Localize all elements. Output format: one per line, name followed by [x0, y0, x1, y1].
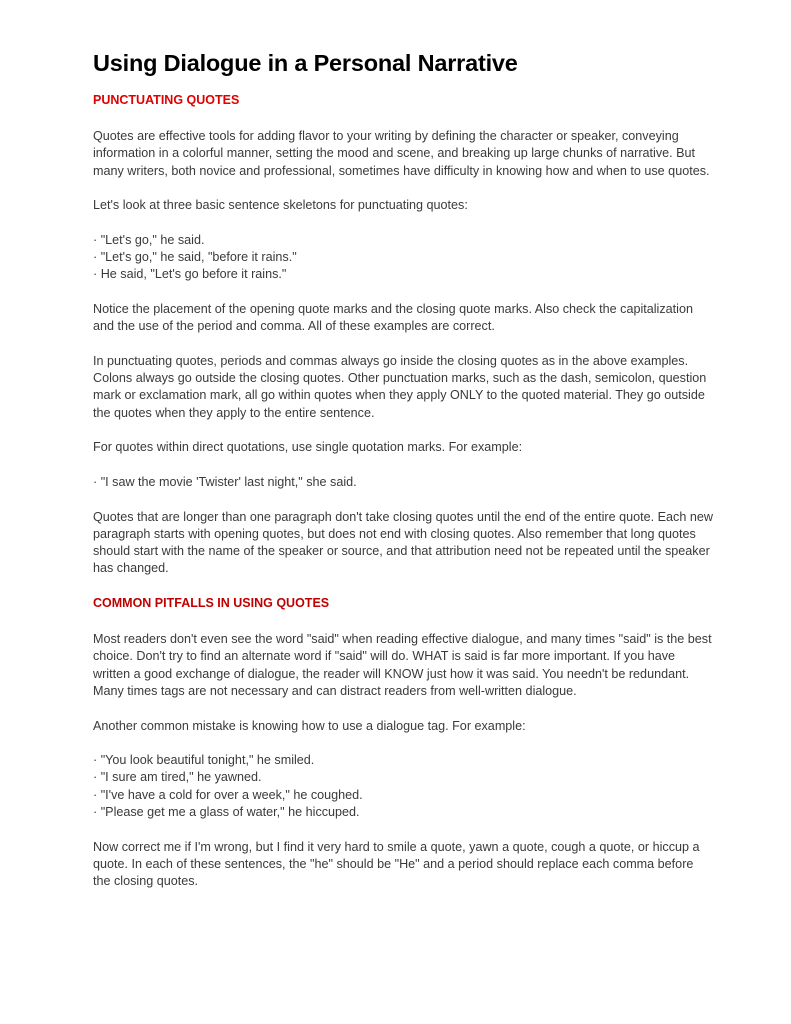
nested-quotes-list	[93, 474, 713, 491]
tag-intro: Another common mistake is knowing how to use a dialogue tag. For example:	[93, 718, 526, 733]
said-paragraph: Most readers don't even see the word "said" when reading effective dialogue, and many times "said" is the best choice. Don't try to find an alternate word if "said" will do. WHAT is said is far more important. If you have written a good exchange of dialogue, the reader will KNOW just how it was said. You needn't be redundant. Many times tags are not necessary and can distract readers from well-written dialogue.	[93, 632, 712, 698]
list-item: · He said, "Let's go before it rains."	[93, 267, 287, 282]
tag-examples-list	[93, 752, 713, 821]
list-item: · "You look beautiful tonight," he smiled.	[93, 753, 315, 768]
page-title: Using Dialogue in a Personal Narrative	[93, 50, 518, 76]
notice-paragraph: Notice the placement of the opening quote marks and the closing quote marks. Also check the capitalization and the use of the period and comma. All of these examples are correct.	[93, 301, 693, 334]
list-item: · "Please get me a glass of water," he hiccuped.	[93, 804, 360, 819]
closing-paragraph: Now correct me if I'm wrong, but I find it very hard to smile a quote, yawn a quote, cough a quote, or hiccup a quote. In each of these sentences, the "he" should be "He" and a period should replace each comma before the closing quotes.	[93, 839, 700, 889]
list-item: · "Let's go," he said.	[93, 232, 205, 247]
skeleton-list	[93, 232, 713, 284]
list-item: · "I've have a cold for over a week," he coughed.	[93, 787, 363, 802]
list-item: · "Let's go," he said, "before it rains."	[93, 250, 297, 265]
skeleton-intro: Let's look at three basic sentence skeletons for punctuating quotes:	[93, 198, 468, 213]
section-heading-punctuating-quotes: PUNCTUATING QUOTES	[93, 93, 240, 107]
list-item: · "I saw the movie 'Twister' last night," she said.	[93, 474, 357, 489]
long-quotes-paragraph: Quotes that are longer than one paragraph don't take closing quotes until the end of the entire quote. Each new paragraph starts with opening quotes, but does not end with closing quotes. Also remember that long quotes should start with the name of the speaker or source, and that attribution need not be repeated until the speaker has changed.	[93, 509, 713, 576]
nested-quotes-intro: For quotes within direct quotations, use single quotation marks. For example:	[93, 440, 523, 455]
punctuation-paragraph: In punctuating quotes, periods and commas always go inside the closing quotes as in the above examples. Colons always go outside the closing quotes. Other punctuation marks, such as the dash, semicolon, question mark or exclamation mark, all go within quotes when they apply ONLY to the quoted material. They go outside the quotes when they apply to the entire sentence.	[93, 353, 707, 420]
section-heading-common-pitfalls: COMMON PITFALLS IN USING QUOTES	[93, 596, 330, 611]
intro-paragraph: Quotes are effective tools for adding flavor to your writing by defining the character or speaker, conveying information in a colorful manner, setting the mood and scene, and breaking up large chunks of narrative. But many writers, both novice and professional, sometimes have difficulty in knowing how and when to use quotes.	[93, 129, 710, 178]
document-page	[93, 48, 713, 890]
list-item: · "I sure am tired," he yawned.	[93, 770, 262, 785]
